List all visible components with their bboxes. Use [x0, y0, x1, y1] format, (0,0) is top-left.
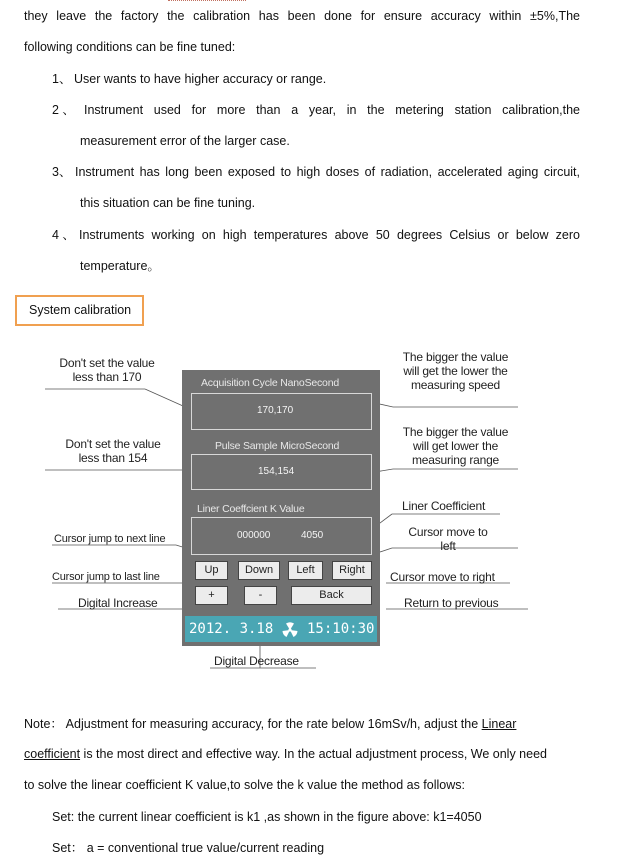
- pulse-sample-label: Pulse Sample MicroSecond: [215, 440, 340, 452]
- condition-1-number: 1、: [52, 72, 72, 86]
- condition-3-number: 3、: [52, 165, 72, 179]
- note-line-3: to solve the linear coefficient K value,to solve the k value the method as follows:: [24, 778, 465, 792]
- condition-4-text-cont: temperature。: [80, 259, 160, 273]
- section-title-system-calibration: System calibration: [15, 295, 144, 326]
- plus-button[interactable]: +: [195, 586, 228, 605]
- back-button[interactable]: Back: [291, 586, 372, 605]
- condition-4-text: Instruments working on high temperatures above 50 degrees Celsius or below zero: [79, 228, 580, 242]
- annotation-cursor-left: Cursor move to left: [408, 525, 488, 553]
- liner-coefficient-field[interactable]: [191, 517, 372, 555]
- linear-link-part-2: coefficient: [24, 747, 81, 761]
- radiation-icon: [282, 621, 298, 647]
- intro-line-2: following conditions can be fine tuned:: [24, 40, 236, 54]
- condition-3-text: Instrument has long been exposed to high doses of radiation, accelerated aging circuit,: [75, 165, 580, 179]
- annotation-cursor-next: Cursor jump to next line: [54, 533, 166, 545]
- condition-4-number: 4 、: [52, 228, 75, 242]
- up-button[interactable]: Up: [195, 561, 228, 580]
- note-line-1: Note： Adjustment for measuring accuracy, for the rate below 16mSv/h, adjust the Linear: [24, 717, 517, 731]
- linear-link-part-1: Linear: [481, 717, 517, 731]
- liner-coefficient-label: Liner Coeffcient K Value: [197, 503, 305, 515]
- calibration-screen: [182, 370, 380, 646]
- minus-button[interactable]: -: [244, 586, 277, 605]
- annotation-bigger-speed: The bigger the value will get the lower the measuring speed: [402, 350, 509, 392]
- annotation-digital-increase: Digital Increase: [78, 596, 158, 610]
- annotation-dont-set-154: Don't set the value less than 154: [65, 437, 161, 465]
- annotation-cursor-right: Cursor move to right: [390, 570, 495, 584]
- annotation-cursor-last: Cursor jump to last line: [52, 571, 160, 583]
- set-line-2: Set： a = conventional true value/current reading: [52, 841, 325, 855]
- down-button[interactable]: Down: [238, 561, 280, 580]
- intro-line-1: they leave the factory the calibration has been done for ensure accuracy within ±5%,The: [24, 9, 580, 23]
- annotation-dont-set-170: Don't set the value less than 170: [59, 356, 155, 384]
- condition-2-text-cont: measurement error of the larger case.: [80, 134, 290, 148]
- condition-1-text: User wants to have higher accuracy or range.: [74, 72, 327, 86]
- acquisition-cycle-value: 170,170: [257, 405, 294, 416]
- annotation-digital-decrease: Digital Decrease: [214, 654, 299, 668]
- liner-coefficient-value-b: 4050: [301, 530, 324, 541]
- acquisition-cycle-label: Acquisition Cycle NanoSecond: [201, 377, 339, 389]
- annotation-liner-coefficient: Liner Coefficient: [402, 499, 486, 513]
- note-line-2: coefficient is the most direct and effective way. In the actual adjustment process, We only need: [24, 747, 547, 761]
- condition-2-number: 2 、: [52, 103, 75, 117]
- right-button[interactable]: Right: [332, 561, 372, 580]
- liner-coefficient-value-a: 000000: [237, 530, 271, 541]
- pulse-sample-value: 154,154: [258, 466, 295, 477]
- status-time: 15:10:30: [307, 621, 375, 637]
- pulse-sample-field[interactable]: [191, 454, 372, 490]
- status-date: 2012. 3.18: [189, 621, 274, 637]
- acquisition-cycle-field[interactable]: [191, 393, 372, 430]
- left-button[interactable]: Left: [288, 561, 323, 580]
- condition-3-text-cont: this situation can be fine tuning.: [80, 196, 256, 210]
- condition-2-text: Instrument used for more than a year, in the metering station calibration,the: [84, 103, 580, 117]
- status-bar: [185, 616, 377, 642]
- set-line-1: Set: the current linear coefficient is k1 ,as shown in the figure above: k1=4050: [52, 810, 482, 824]
- annotation-return-previous: Return to previous: [404, 596, 499, 610]
- annotation-bigger-range: The bigger the value will get lower the measuring range: [402, 425, 509, 467]
